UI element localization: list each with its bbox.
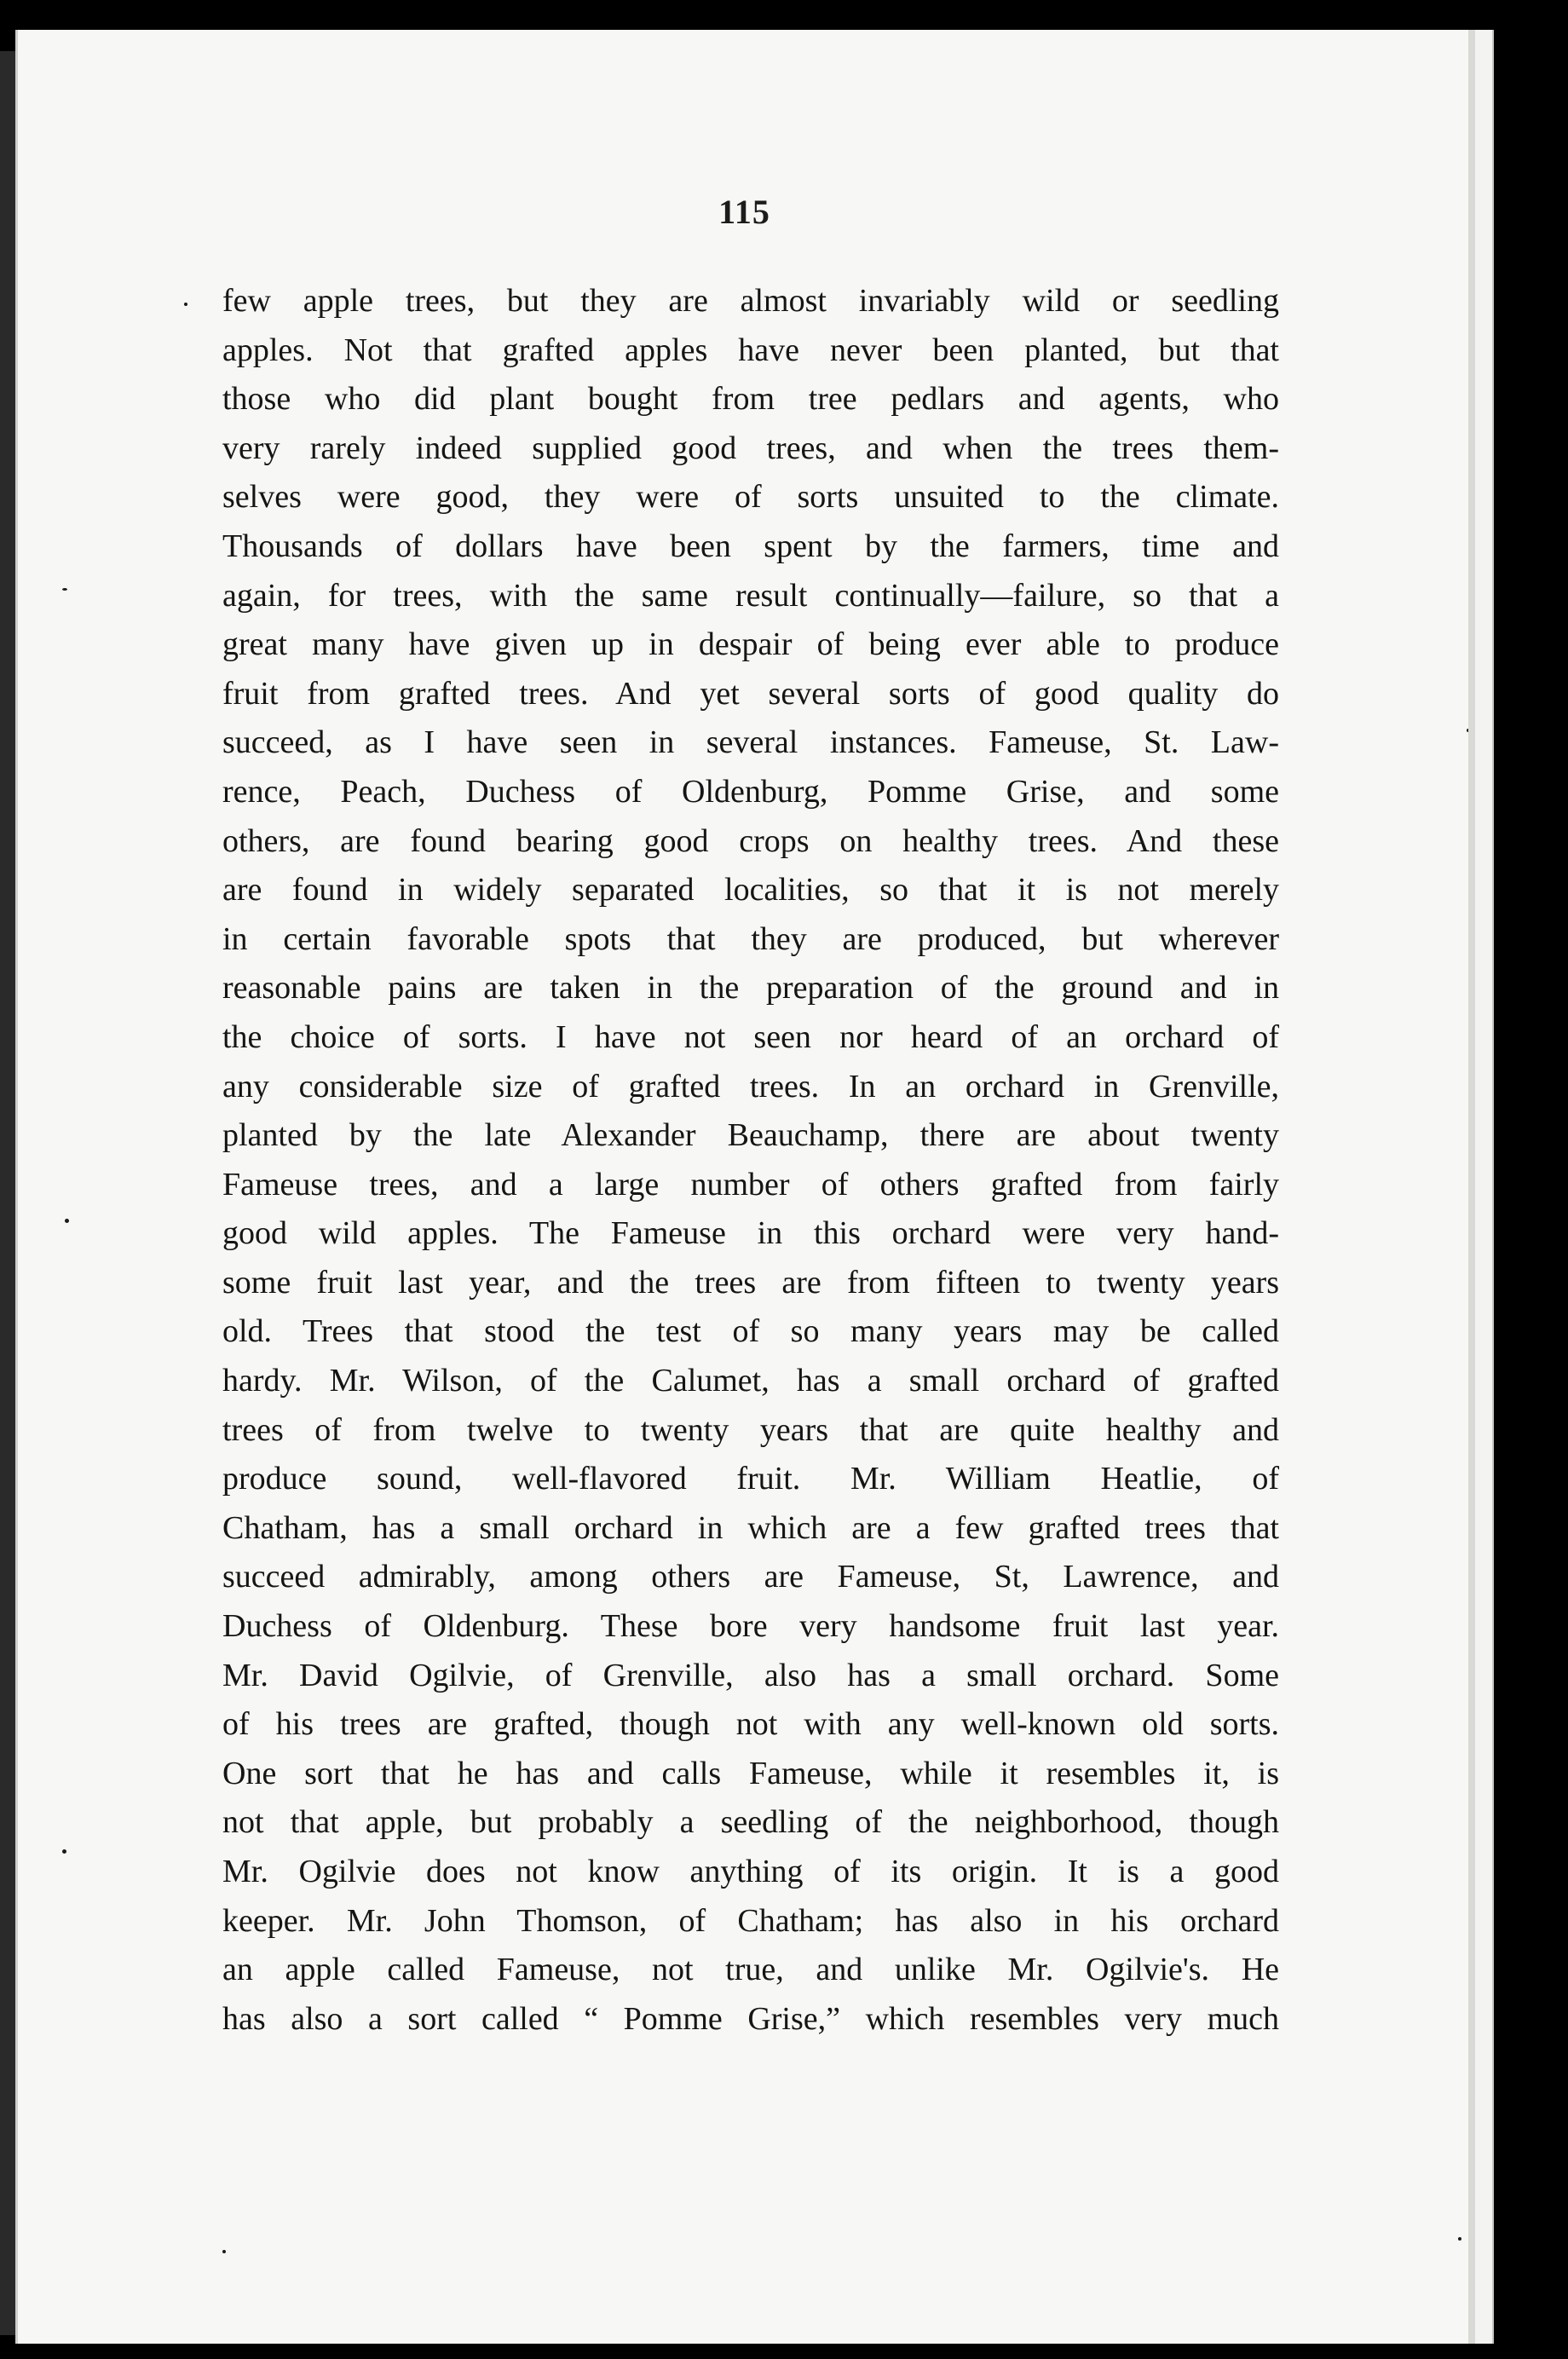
text-line: rence, Peach, Duchess of Oldenburg, Pomme Grise, and some [222, 773, 1279, 810]
text-line: hardy. Mr. Wilson, of the Calumet, has a small orchard of grafted [222, 1363, 1279, 1399]
text-line: Thousands of dollars have been spent by the farmers, time and [222, 528, 1279, 564]
text-line: very rarely indeed supplied good trees, and when the trees them- [222, 430, 1279, 466]
text-line: not that apple, but probably a seedling of the neighborhood, though [222, 1804, 1279, 1841]
text-line: Chatham, has a small orchard in which are a few grafted trees that [222, 1509, 1279, 1546]
text-line: the choice of sorts. I have not seen nor heard of an orchard of [222, 1018, 1279, 1055]
text-line: great many have given up in despair of being ever able to produce [222, 626, 1279, 663]
text-line: reasonable pains are taken in the preparation of the ground and in [222, 970, 1279, 1006]
text-line: some fruit last year, and the trees are from fifteen to twenty years [222, 1264, 1279, 1301]
text-line: Mr. Ogilvie does not know anything of its origin. It is a good [222, 1854, 1279, 1889]
text-line: fruit from grafted trees. And yet several sorts of good quality do [222, 675, 1279, 712]
page-stack-edge [1475, 30, 1494, 2344]
text-line: succeed admirably, among others are Fameuse, St, Lawrence, and [222, 1559, 1279, 1595]
text-line: trees of from twelve to twenty years that are quite healthy and [222, 1411, 1279, 1448]
text-line: Fameuse trees, and a large number of others grafted from fairly [222, 1166, 1279, 1203]
scan-speck [62, 1849, 66, 1854]
text-line: Duchess of Oldenburg. These bore very handsome fruit last year. [222, 1608, 1279, 1645]
text-line: again, for trees, with the same result continually—failure, so that a [222, 577, 1279, 614]
scan-speck [62, 588, 67, 591]
text-line: are found in widely separated localities, so that it is not merely [222, 872, 1279, 908]
text-line: succeed, as I have seen in several instances. Fameuse, St. Law- [222, 724, 1279, 761]
text-line: planted by the late Alexander Beauchamp, there are about twenty [222, 1117, 1279, 1154]
text-line: few apple trees, but they are almost invariably wild or seedling [222, 283, 1279, 319]
page-edge [1468, 30, 1475, 2344]
text-line: has also a sort called “ Pomme Grise,” which resembles very much [222, 2000, 1279, 2037]
scan-speck [65, 1219, 69, 1223]
scan-speck [184, 303, 187, 306]
book-page [15, 30, 1471, 2344]
text-line: selves were good, they were of sorts unsuited to the climate. [222, 479, 1279, 516]
text-line: apples. Not that grafted apples have never been planted, but that [222, 332, 1279, 368]
text-line: any considerable size of grafted trees. In an orchard in Grenville, [222, 1068, 1279, 1105]
book-spine-shadow [0, 51, 17, 2335]
text-line: good wild apples. The Fameuse in this orchard were very hand- [222, 1215, 1279, 1252]
text-line: of his trees are grafted, though not with any well-known old sorts. [222, 1706, 1279, 1743]
text-line: keeper. Mr. John Thomson, of Chatham; has also in his orchard [222, 1902, 1279, 1939]
page-number: 115 [718, 193, 770, 231]
text-line: produce sound, well-flavored fruit. Mr. William Heatlie, of [222, 1461, 1279, 1497]
scan-speck [222, 2250, 226, 2253]
text-line: those who did plant bought from tree pedlars and agents, who [222, 381, 1279, 418]
scan-speck [1458, 2237, 1461, 2241]
text-line: old. Trees that stood the test of so many years may be called [222, 1313, 1279, 1350]
text-line: others, are found bearing good crops on healthy trees. And these [222, 822, 1279, 859]
text-line: an apple called Fameuse, not true, and unlike Mr. Ogilvie's. He [222, 1952, 1279, 1988]
text-line: Mr. David Ogilvie, of Grenville, also has a small orchard. Some [222, 1657, 1279, 1693]
body-text [222, 277, 1279, 2044]
text-line: in certain favorable spots that they are produced, but wherever [222, 920, 1279, 957]
text-line: One sort that he has and calls Fameuse, while it resembles it, is [222, 1755, 1279, 1791]
